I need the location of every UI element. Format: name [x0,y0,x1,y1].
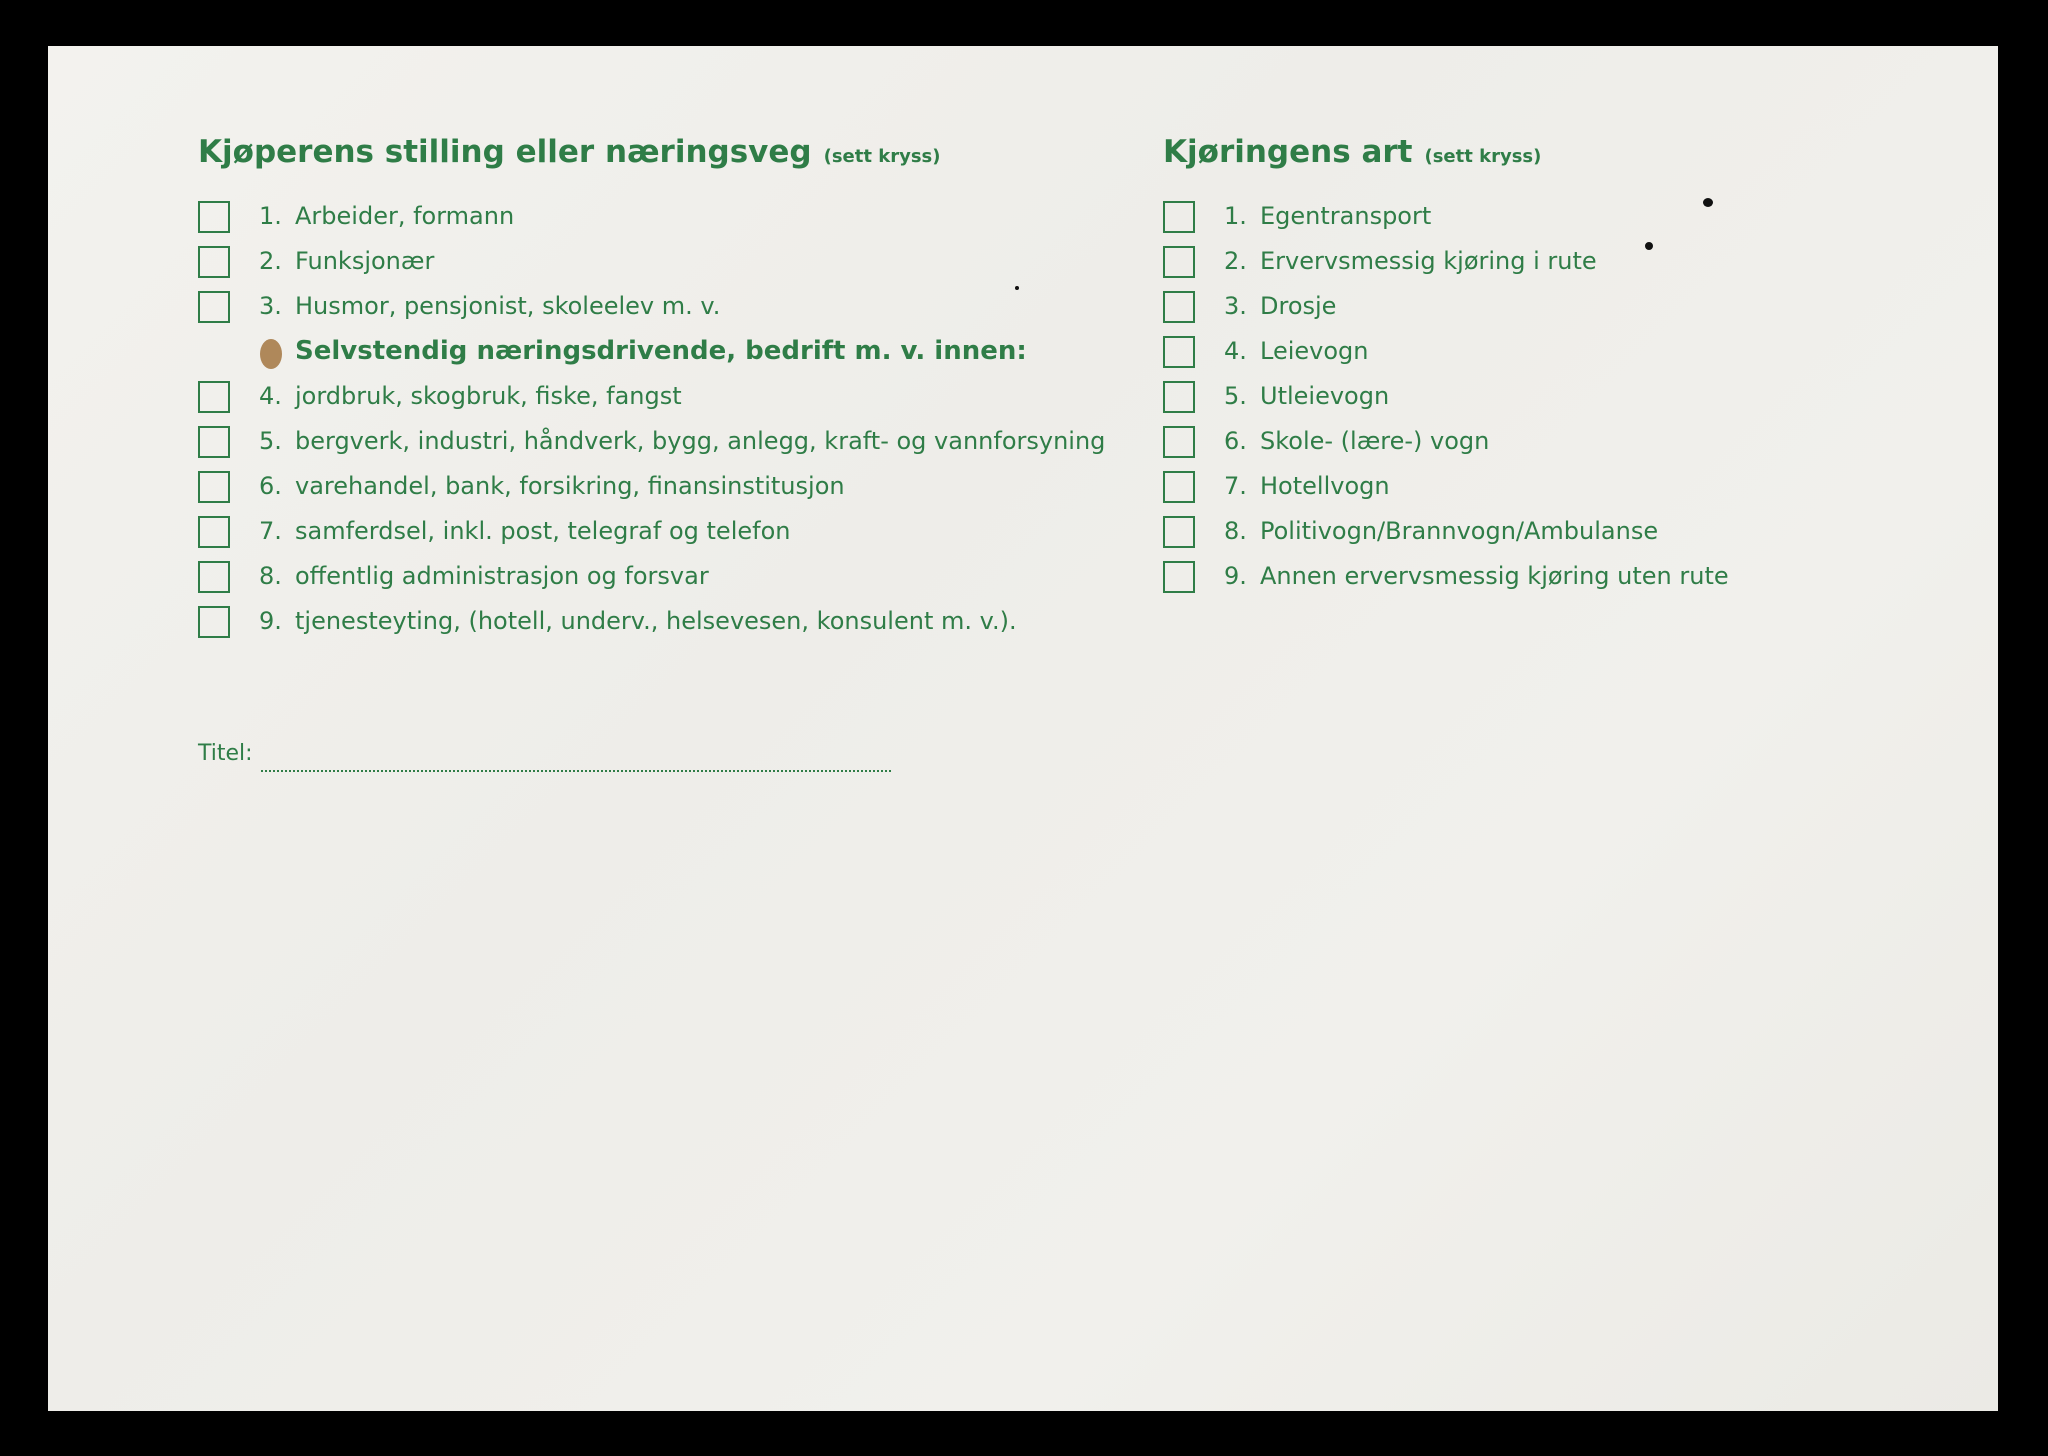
buyer-occupation-title: Kjøperens stilling eller næringsveg [198,134,812,170]
driving-type-list [1163,194,1729,599]
buyer-occupation-note: (sett kryss) [823,146,941,167]
driving-item-6 [1163,419,1541,464]
occupation-label: bergverk, industri, håndverk, bygg, anlegg, kraft- og vannforsyning [295,427,1106,455]
occupation-item-8 [198,554,940,599]
occupation-item-9 [198,599,1017,644]
occupation-item-7 [198,509,940,554]
driving-item-8 [1163,509,1659,554]
occupation-item-5 [198,419,1106,464]
driving-label: Utleievogn [1260,382,1390,410]
driving-type-title: Kjøringens art [1163,134,1413,170]
driving-checkbox-2[interactable] [1163,246,1195,278]
self-employed-subheading-row [198,329,1027,374]
driving-item-7 [1163,464,1541,509]
driving-number: 3. [1224,292,1247,320]
driving-label: Politivogn/Brannvogn/Ambulanse [1260,517,1659,545]
occupation-number: 6. [259,472,282,500]
driving-type-note: (sett kryss) [1424,146,1542,167]
occupation-number: 8. [259,562,282,590]
driving-number: 2. [1224,247,1247,275]
occupation-label: offentlig administrasjon og forsvar [295,562,709,590]
ink-speck [1645,242,1653,250]
occupation-checkbox-8[interactable] [198,561,230,593]
occupation-checkbox-4[interactable] [198,381,230,413]
occupation-number: 2. [259,247,282,275]
ink-speck [1015,286,1019,290]
driving-item-4 [1163,329,1541,374]
driving-checkbox-5[interactable] [1163,381,1195,413]
occupation-label: jordbruk, skogbruk, fiske, fangst [295,382,682,410]
occupation-number: 1. [259,202,282,230]
occupation-number: 4. [259,382,282,410]
driving-checkbox-9[interactable] [1163,561,1195,593]
driving-checkbox-1[interactable] [1163,201,1195,233]
driving-item-2 [1163,239,1597,284]
driving-number: 5. [1224,382,1247,410]
occupation-label: samferdsel, inkl. post, telegraf og telefon [295,517,791,545]
titel-field [198,736,891,772]
driving-type-heading [1163,126,1541,178]
buyer-occupation-list [198,194,1106,644]
titel-dotted-line[interactable] [261,750,891,772]
driving-number: 6. [1224,427,1247,455]
driving-checkbox-8[interactable] [1163,516,1195,548]
driving-checkbox-3[interactable] [1163,291,1195,323]
occupation-number: 5. [259,427,282,455]
occupation-checkbox-7[interactable] [198,516,230,548]
occupation-item-6 [198,464,940,509]
driving-label: Skole- (lære-) vogn [1260,427,1490,455]
driving-type-section [1163,126,1729,599]
driving-item-9 [1163,554,1729,599]
driving-checkbox-4[interactable] [1163,336,1195,368]
form-sheet [48,46,1998,1411]
occupation-checkbox-5[interactable] [198,426,230,458]
driving-label: Annen ervervsmessig kjøring uten rute [1260,562,1729,590]
occupation-label: Arbeider, formann [295,202,515,230]
driving-item-5 [1163,374,1541,419]
occupation-label: Husmor, pensjonist, skoleelev m. v. [295,292,721,320]
driving-label: Egentransport [1260,202,1432,230]
occupation-item-2 [198,239,940,284]
driving-number: 1. [1224,202,1247,230]
occupation-checkbox-1[interactable] [198,201,230,233]
occupation-checkbox-3[interactable] [198,291,230,323]
occupation-item-1 [198,194,940,239]
driving-label: Ervervsmessig kjøring i rute [1260,247,1597,275]
occupation-label: tjenesteyting, (hotell, underv., helsevesen, konsulent m. v.). [295,607,1017,635]
occupation-checkbox-6[interactable] [198,471,230,503]
driving-label: Leievogn [1260,337,1369,365]
ink-stain [260,339,282,369]
buyer-occupation-section [198,126,1106,644]
occupation-checkbox-2[interactable] [198,246,230,278]
occupation-number: 9. [259,607,282,635]
driving-number: 9. [1224,562,1247,590]
driving-number: 4. [1224,337,1247,365]
driving-label: Hotellvogn [1260,472,1390,500]
buyer-occupation-heading [198,126,940,178]
occupation-checkbox-9[interactable] [198,606,230,638]
occupation-number: 3. [259,292,282,320]
occupation-label: varehandel, bank, forsikring, finansinstitusjon [295,472,845,500]
driving-checkbox-6[interactable] [1163,426,1195,458]
self-employed-subheading: Selvstendig næringsdrivende, bedrift m. v. innen: [295,336,1027,366]
ink-speck [1703,198,1713,207]
driving-number: 8. [1224,517,1247,545]
driving-item-3 [1163,284,1541,329]
occupation-item-3 [198,284,940,329]
occupation-item-4 [198,374,940,419]
driving-checkbox-7[interactable] [1163,471,1195,503]
titel-label: Titel: [198,741,253,766]
occupation-number: 7. [259,517,282,545]
driving-label: Drosje [1260,292,1337,320]
occupation-label: Funksjonær [295,247,435,275]
driving-number: 7. [1224,472,1247,500]
driving-item-1 [1163,194,1541,239]
